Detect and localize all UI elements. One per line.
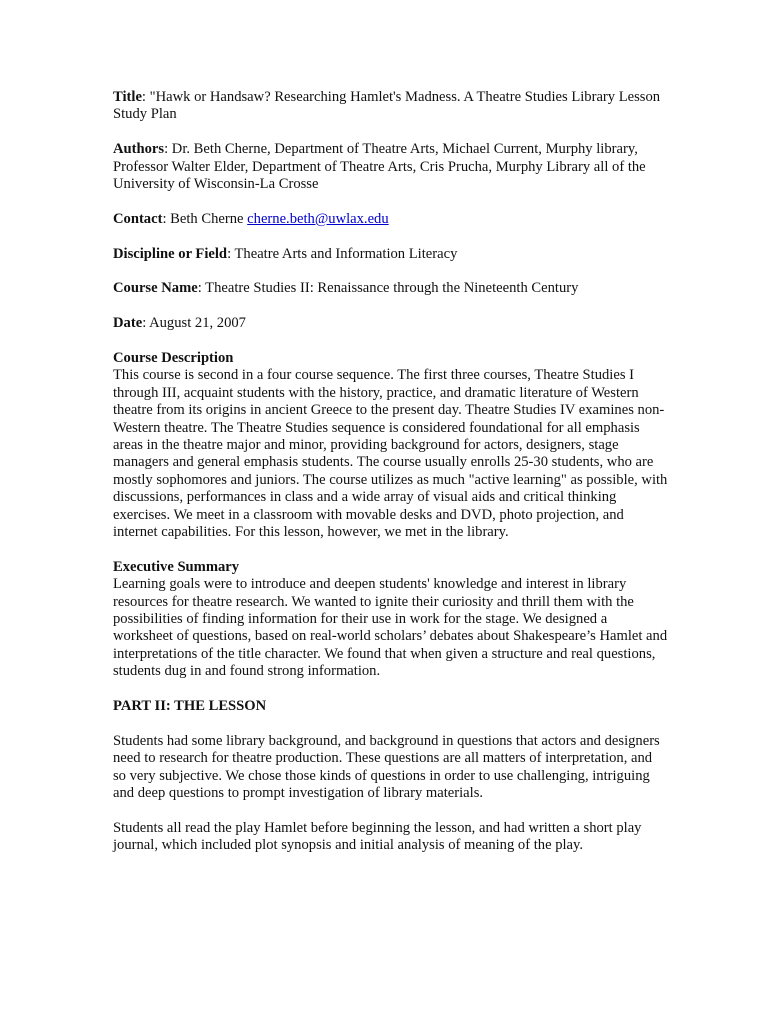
authors-value: : Dr. Beth Cherne, Department of Theatre Arts, Michael Current, Murphy library, Professor Walter Elder, Department of Theatre Arts, Cris Prucha, Murphy Library all of the University of Wisconsin-La Crosse — [113, 141, 646, 193]
part-two-paragraph: Students had some library background, and background in questions that actors and designers need to research for theatre production. These questions are all matters of interpretation, and so very subjective. We chose those kinds of questions in order to use challenging, intriguing and deep questions to prompt investigation of library materials. — [113, 732, 660, 802]
date-label: Date — [113, 315, 143, 332]
contact-email-link[interactable]: cherne.beth@uwlax.edu — [247, 210, 389, 227]
course-description-heading: Course Description — [113, 350, 234, 366]
executive-summary-section — [113, 559, 668, 681]
discipline-value: : Theatre Arts and Information Literacy — [227, 245, 458, 262]
contact-field — [113, 211, 668, 228]
authors-label: Authors — [113, 141, 165, 158]
title-value: : "Hawk or Handsaw? Researching Hamlet's Madness. A Theatre Studies Library Lesson Study Plan — [113, 89, 661, 123]
part-two-paragraph: Students all read the play Hamlet before beginning the lesson, and had written a short play journal, which included plot synopsis and initial analysis of meaning of the play. — [113, 819, 642, 854]
discipline-field — [113, 246, 668, 263]
course-name-field — [113, 280, 668, 297]
executive-summary-heading: Executive Summary — [113, 558, 240, 575]
course-name-label: Course Name — [113, 280, 198, 297]
part-two-heading: PART II: THE LESSON — [113, 698, 267, 715]
contact-prefix: : Beth Cherne — [162, 210, 248, 227]
date-field — [113, 315, 668, 332]
course-name-value: : Theatre Studies II: Renaissance through the Nineteenth Century — [197, 280, 579, 297]
date-value: : August 21, 2007 — [142, 315, 246, 332]
course-description-body: This course is second in a four course sequence. The first three courses, Theatre Studies I through III, acquaint students with the history, practice, and dramatic literature of Western theatre from its origins in ancient Greece to the present day. Theatre Studies IV examines non-Western theatre. The Theatre Studies sequence is considered foundational for all emphasis areas in the theatre major and minor, providing background for actors, designers, stage managers and general emphasis students. The course usually enrolls 25-30 students, who are mostly sophomores and juniors. The course utilizes as much "active learning" as possible, with discussions, performances in class and a wide array of visual aids and critical thinking exercises. We meet in a classroom with movable desks and DVD, photo projection, and internet capabilities. For this lesson, however, we met in the library. — [113, 367, 668, 541]
authors-field — [113, 141, 668, 193]
discipline-label: Discipline or Field — [113, 245, 228, 262]
contact-label: Contact — [113, 210, 163, 227]
course-description-section — [113, 350, 668, 541]
title-label: Title — [113, 89, 142, 105]
executive-summary-body: Learning goals were to introduce and deepen students' knowledge and interest in library resources for theatre research. We wanted to ignite their curiosity and thrill them with the possibilities of finding information for their use in work for the stage. We designed a worksheet of questions, based on real-world scholars’ debates about Shakespeare’s Hamlet and interpretations of the title character. We found that when given a structure and real questions, students dug in and found strong information. — [113, 576, 668, 680]
title-field — [113, 89, 668, 124]
